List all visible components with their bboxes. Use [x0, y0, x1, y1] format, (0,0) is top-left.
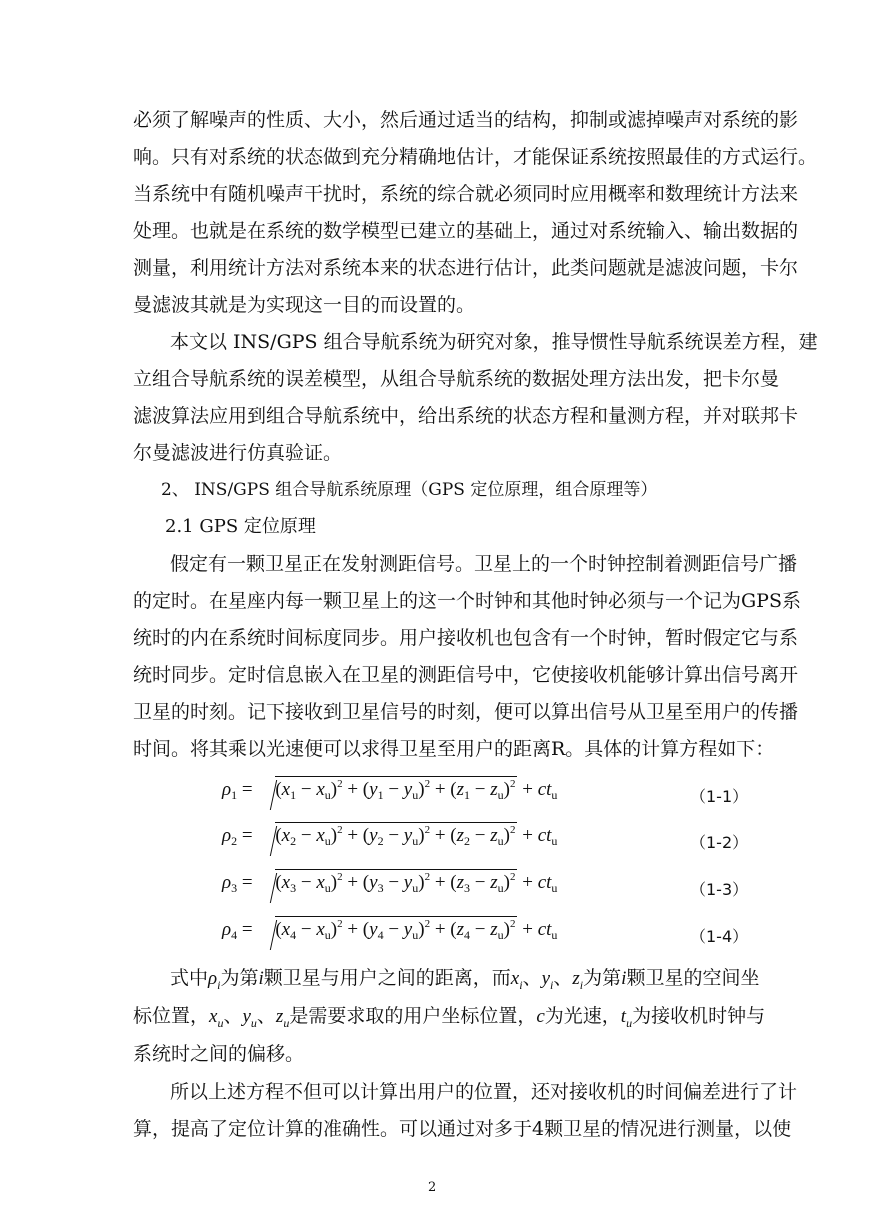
para3-line-5: 卫星的时刻。记下接收到卫星信号的时刻，便可以算出信号从卫星至用户的传播	[133, 701, 799, 723]
para3-line-4: 统时同步。定时信息嵌入在卫星的测距信号中，它使接收机能够计算出信号离开	[133, 664, 799, 686]
page-number: 2	[428, 1180, 437, 1195]
equation-number-3: （1-3）	[690, 880, 749, 899]
explain-line-1: 式中$\rho_i$为第i颗卫星与用户之间的距离，而$x_i$、$y_i$、$z_i$为第i颗卫星的空间坐	[170, 967, 760, 992]
para2-line-4: 尔曼滤波进行仿真验证。	[133, 442, 343, 464]
equation-number-1: （1-1）	[690, 787, 749, 806]
para3-line-2: 的定时。在星座内每一颗卫星上的这一个时钟和其他时钟必须与一个记为GPS系	[133, 590, 801, 612]
equation-4: $\rho_4 = (x_4 - x_u)^2 + (y_4 - y_u)^2 + (z_4 - z_u)^2 + ct_u$	[222, 918, 558, 942]
equation-number-4: （1-4）	[690, 927, 749, 946]
para1-line-1: 必须了解噪声的性质、大小，然后通过适当的结构，抑制或滤掉噪声对系统的影	[133, 109, 799, 131]
para3-line-3: 统时的内在系统时间标度同步。用户接收机也包含有一个时钟，暂时假定它与系	[133, 627, 799, 649]
explain-line-3: 系统时之间的偏移。	[133, 1043, 305, 1065]
para1-line-5: 测量，利用统计方法对系统本来的状态进行估计，此类问题就是滤波问题，卡尔	[133, 257, 799, 279]
para1-line-3: 当系统中有随机噪声干扰时，系统的综合就必须同时应用概率和数理统计方法来	[133, 183, 799, 205]
para4-line-1: 所以上述方程不但可以计算出用户的位置，还对接收机的时间偏差进行了计	[170, 1081, 798, 1103]
para1-line-2: 响。只有对系统的状态做到充分精确地估计，才能保证系统按照最佳的方式运行。	[133, 146, 818, 168]
para2-line-2: 立组合导航系统的误差模型，从组合导航系统的数据处理方法出发，把卡尔曼	[133, 368, 780, 390]
subsection-heading: 2.1 GPS 定位原理	[165, 516, 316, 537]
para4-line-2: 算，提高了定位计算的准确性。可以通过对多于4颗卫星的情况进行测量，以使	[133, 1118, 792, 1140]
section-heading: 2、 INS/GPS 组合导航系统原理（GPS 定位原理，组合原理等）	[161, 480, 658, 500]
para3-line-1: 假定有一颗卫星正在发射测距信号。卫星上的一个时钟控制着测距信号广播	[170, 553, 798, 575]
para3-line-6: 时间。将其乘以光速便可以求得卫星至用户的距离R。具体的计算方程如下：	[133, 738, 775, 760]
para1-line-4: 处理。也就是在系统的数学模型已建立的基础上，通过对系统输入、输出数据的	[133, 220, 799, 242]
para2-line-3: 滤波算法应用到组合导航系统中，给出系统的状态方程和量测方程，并对联邦卡	[133, 405, 799, 427]
equation-2: $\rho_2 = (x_2 - x_u)^2 + (y_2 - y_u)^2 + (z_2 - z_u)^2 + ct_u$	[222, 824, 558, 848]
para2-line-1: 本文以 INS/GPS 组合导航系统为研究对象，推导惯性导航系统误差方程，建	[170, 331, 818, 353]
para1-line-6: 曼滤波其就是为实现这一目的而设置的。	[133, 294, 476, 316]
equation-number-2: （1-2）	[690, 833, 749, 852]
explain-line-2: 标位置，$x_u$、$y_u$、$z_u$是需要求取的用户坐标位置，c为光速，$t_u$为接收机时钟与	[133, 1005, 766, 1030]
equation-3: $\rho_3 = (x_3 - x_u)^2 + (y_3 - y_u)^2 + (z_3 - z_u)^2 + ct_u$	[222, 871, 558, 895]
equation-1: $\rho_1 = (x_1 - x_u)^2 + (y_1 - y_u)^2 + (z_1 - z_u)^2 + ct_u$	[222, 778, 558, 802]
